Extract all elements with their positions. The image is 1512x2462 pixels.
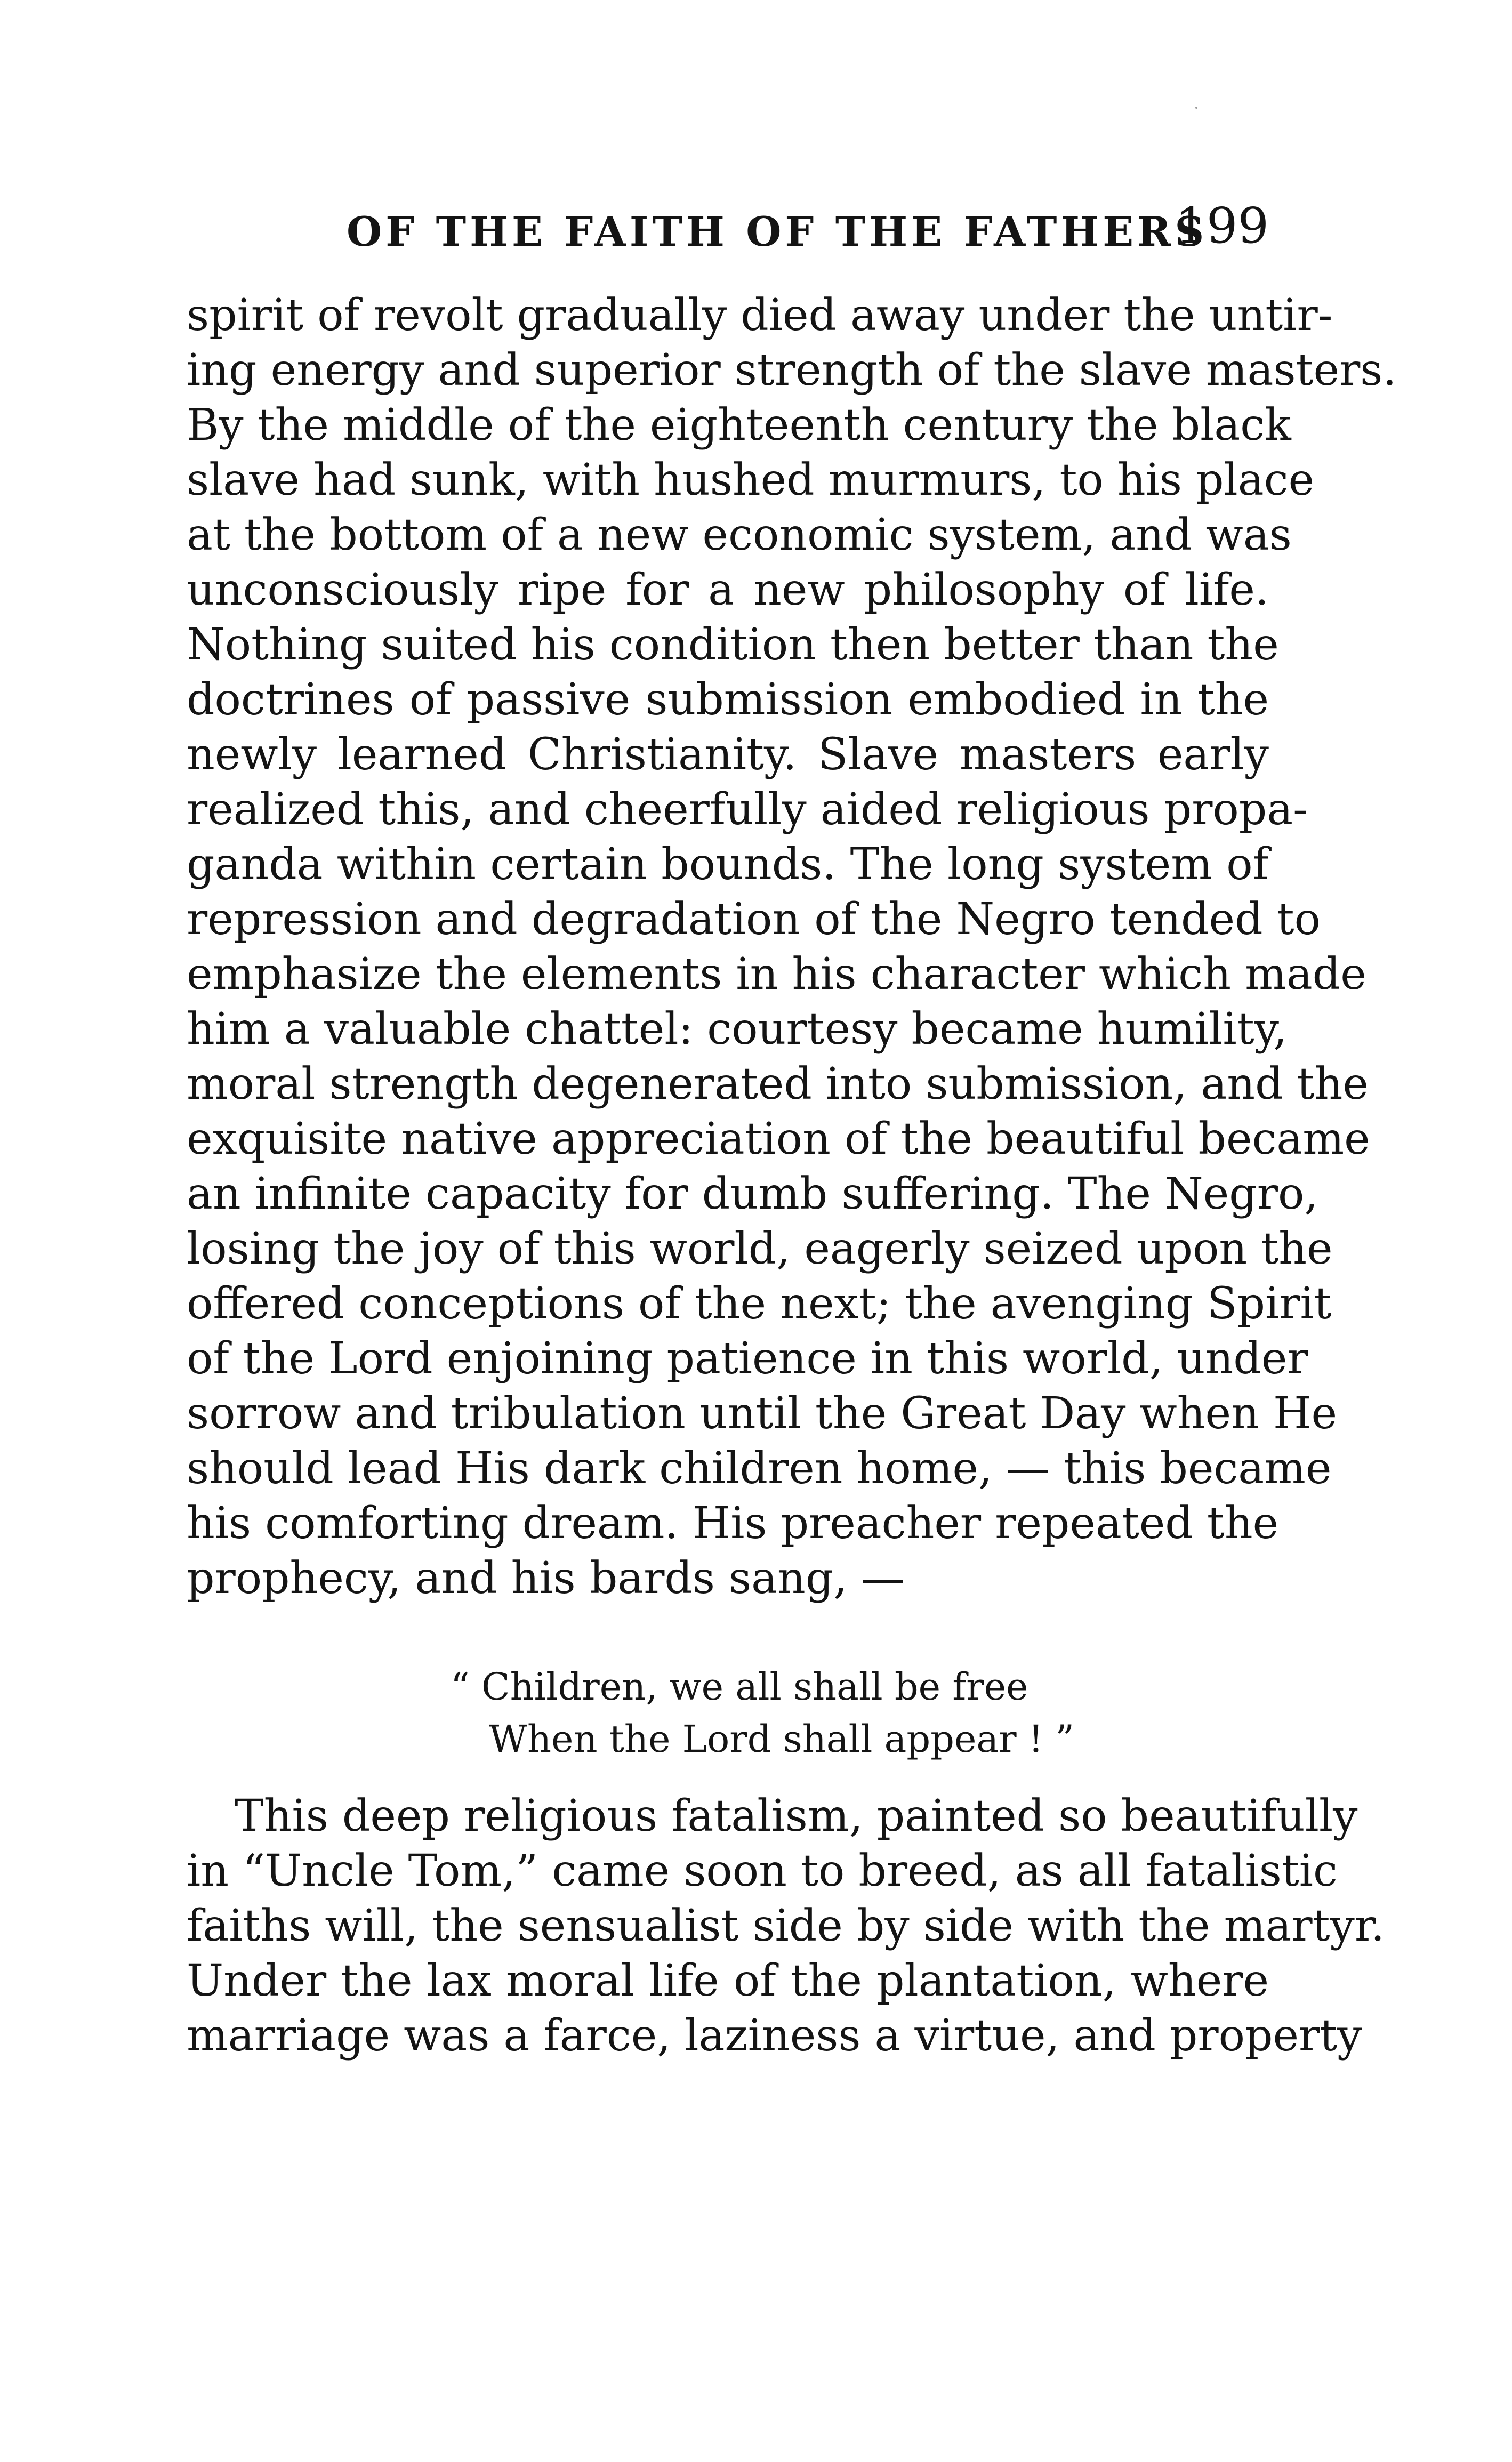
running-head — [187, 197, 1269, 256]
verse-quotation — [451, 1661, 1144, 1765]
text-line: losing the joy of this world, eagerly seized upon the — [187, 1224, 1333, 1274]
text-line: Nothing suited his condition then better than the — [187, 619, 1279, 670]
text-line: marriage was a farce, laziness a virtue, and property — [187, 2010, 1362, 2061]
text-line: This deep religious fatalism, painted so beautifully — [235, 1791, 1358, 1841]
text-line: at the bottom of a new economic system, and was — [187, 510, 1292, 560]
second-paragraph — [187, 1789, 1385, 2063]
text-line: of the Lord enjoining patience in this world, under — [187, 1333, 1308, 1384]
text-line: his comforting dream. His preacher repeated the — [187, 1498, 1279, 1549]
text-line: unconsciously ripe for a new philosophy of life. — [187, 565, 1269, 615]
verse-line: When the Lord shall appear ! ” — [489, 1717, 1074, 1761]
text-line: him a valuable chattel: courtesy became humility, — [187, 1004, 1288, 1055]
text-line: repression and degradation of the Negro tended to — [187, 894, 1321, 945]
text-line: spirit of revolt gradually died away under the untir- — [187, 290, 1333, 341]
text-line: doctrines of passive submission embodied in the — [187, 674, 1269, 725]
page-number: 199 — [1175, 197, 1269, 254]
text-line: exquisite native appreciation of the beautiful became — [187, 1114, 1370, 1164]
text-line: in “Uncle Tom,” came soon to breed, as all fatalistic — [187, 1846, 1338, 1896]
text-line: ganda within certain bounds. The long system of — [187, 839, 1269, 890]
text-line: ing energy and superior strength of the slave masters. — [187, 345, 1397, 396]
text-line: should lead His dark children home, — this became — [187, 1443, 1332, 1494]
text-line: emphasize the elements in his character which made — [187, 949, 1366, 1000]
text-line: slave had sunk, with hushed murmurs, to his place — [187, 455, 1315, 505]
text-line: sorrow and tribulation until the Great Day when He — [187, 1388, 1337, 1439]
text-line: offered conceptions of the next; the avenging Spirit — [187, 1278, 1332, 1329]
margin-speck — [1195, 107, 1197, 109]
text-line: an infinite capacity for dumb suffering. The Negro, — [187, 1169, 1318, 1219]
text-line: prophecy, and his bards sang, — — [187, 1553, 905, 1604]
text-line: realized this, and cheerfully aided religious propa- — [187, 784, 1308, 835]
text-line: newly learned Christianity. Slave masters early — [187, 729, 1269, 780]
text-line: faiths will, the sensualist side by side with the martyr. — [187, 1901, 1385, 1951]
text-line: Under the lax moral life of the plantation, where — [187, 1956, 1269, 2006]
verse-line: “ Children, we all shall be free — [451, 1665, 1028, 1709]
text-line: moral strength degenerated into submission, and the — [187, 1059, 1369, 1109]
running-title: OF THE FAITH OF THE FATHERS — [347, 208, 1208, 255]
body-paragraph — [187, 288, 1397, 1606]
text-line: By the middle of the eighteenth century the black — [187, 400, 1291, 450]
